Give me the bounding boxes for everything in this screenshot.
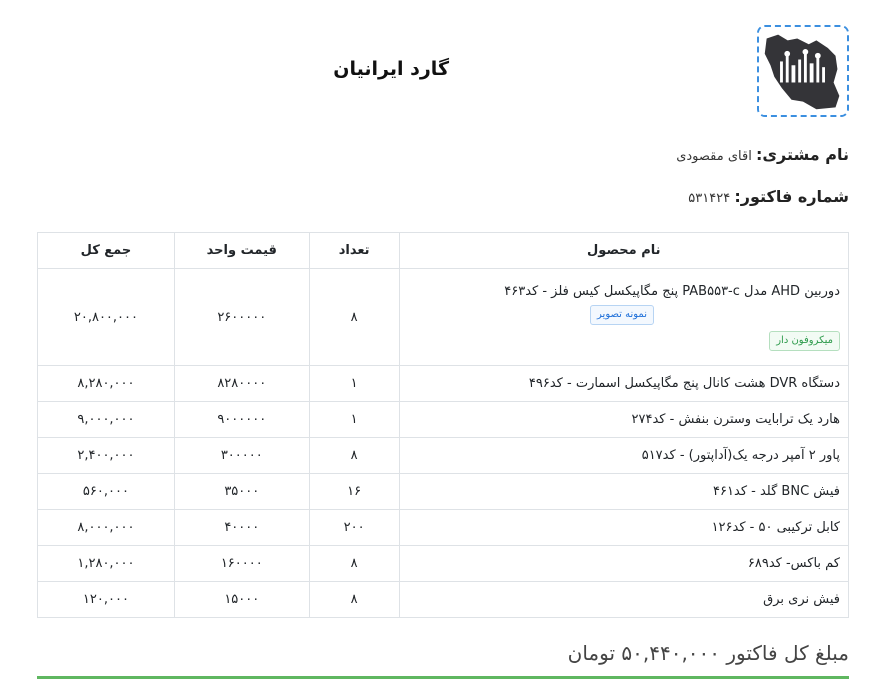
company-logo: [757, 25, 849, 117]
product-name: فیش نری برق: [399, 582, 848, 618]
table-row: [38, 546, 849, 582]
total-cell: ۸,۲۸۰,۰۰۰: [38, 366, 175, 402]
qty-cell: ۱: [309, 402, 399, 438]
table-row: [38, 438, 849, 474]
product-name: دوربین AHD مدل PAB۵۵۳-c پنج مگاپیکسل کیس فلز - کد۴۶۳: [504, 283, 840, 299]
invoice-number: ۵۳۱۴۲۴: [688, 191, 731, 206]
unit-price-cell: ۹۰۰۰۰۰۰: [174, 402, 309, 438]
qty-cell: ۱: [309, 366, 399, 402]
product-cell: [399, 269, 848, 366]
total-cell: ۱,۲۸۰,۰۰۰: [38, 546, 175, 582]
company-name: گارد ایرانیان: [333, 58, 449, 80]
customer-line: [676, 145, 849, 164]
total-cell: ۲,۴۰۰,۰۰۰: [38, 438, 175, 474]
header-unit-price: قیمت واحد: [174, 233, 309, 269]
total-cell: ۱۲۰,۰۰۰: [38, 582, 175, 618]
qty-cell: ۸: [309, 582, 399, 618]
product-name: دستگاه DVR هشت کانال پنج مگاپیکسل اسمارت - کد۴۹۶: [399, 366, 848, 402]
iran-map-icon: [759, 27, 847, 115]
sample-image-button[interactable]: نمونه تصویر: [590, 305, 654, 325]
table-row: [38, 474, 849, 510]
total-divider: [37, 676, 849, 679]
qty-cell: ۸: [309, 438, 399, 474]
unit-price-cell: ۸۲۸۰۰۰۰: [174, 366, 309, 402]
table-row: [38, 366, 849, 402]
product-name: پاور ۲ آمپر درجه یک(آداپتور) - کد۵۱۷: [399, 438, 848, 474]
qty-cell: ۸: [309, 546, 399, 582]
total-cell: ۹,۰۰۰,۰۰۰: [38, 402, 175, 438]
table-row: [38, 510, 849, 546]
customer-name: اقای مقصودی: [676, 149, 752, 164]
qty-cell: ۲۰۰: [309, 510, 399, 546]
header-qty: تعداد: [309, 233, 399, 269]
microphone-badge: میکروفون دار: [769, 331, 840, 351]
total-cell: ۲۰,۸۰۰,۰۰۰: [38, 269, 175, 366]
invoice-table: [37, 232, 849, 618]
table-row: [38, 582, 849, 618]
unit-price-cell: ۳۵۰۰۰: [174, 474, 309, 510]
invoice-total: مبلغ کل فاکتور ۵۰,۴۴۰,۰۰۰ تومان: [567, 641, 849, 665]
qty-cell: ۸: [309, 269, 399, 366]
product-name: فیش BNC گلد - کد۴۶۱: [399, 474, 848, 510]
table-row: [38, 402, 849, 438]
total-cell: ۵۶۰,۰۰۰: [38, 474, 175, 510]
invoice-header: [25, 25, 849, 121]
total-cell: ۸,۰۰۰,۰۰۰: [38, 510, 175, 546]
product-name: هارد یک ترابایت وسترن بنفش - کد۲۷۴: [399, 402, 848, 438]
invoice-number-label: شماره فاکتور:: [734, 187, 849, 206]
unit-price-cell: ۱۵۰۰۰: [174, 582, 309, 618]
table-header-row: [38, 233, 849, 269]
unit-price-cell: ۲۶۰۰۰۰۰: [174, 269, 309, 366]
unit-price-cell: ۳۰۰۰۰۰: [174, 438, 309, 474]
unit-price-cell: ۴۰۰۰۰: [174, 510, 309, 546]
qty-cell: ۱۶: [309, 474, 399, 510]
product-name: کابل ترکیبی ۵۰ - کد۱۲۶: [399, 510, 848, 546]
unit-price-cell: ۱۶۰۰۰۰: [174, 546, 309, 582]
header-total: جمع کل: [38, 233, 175, 269]
customer-label: نام مشتری:: [755, 145, 849, 164]
invoice-number-line: [688, 187, 849, 206]
product-name: کم باکس- کد۶۸۹: [399, 546, 848, 582]
header-product: نام محصول: [399, 233, 848, 269]
table-row: [38, 269, 849, 366]
